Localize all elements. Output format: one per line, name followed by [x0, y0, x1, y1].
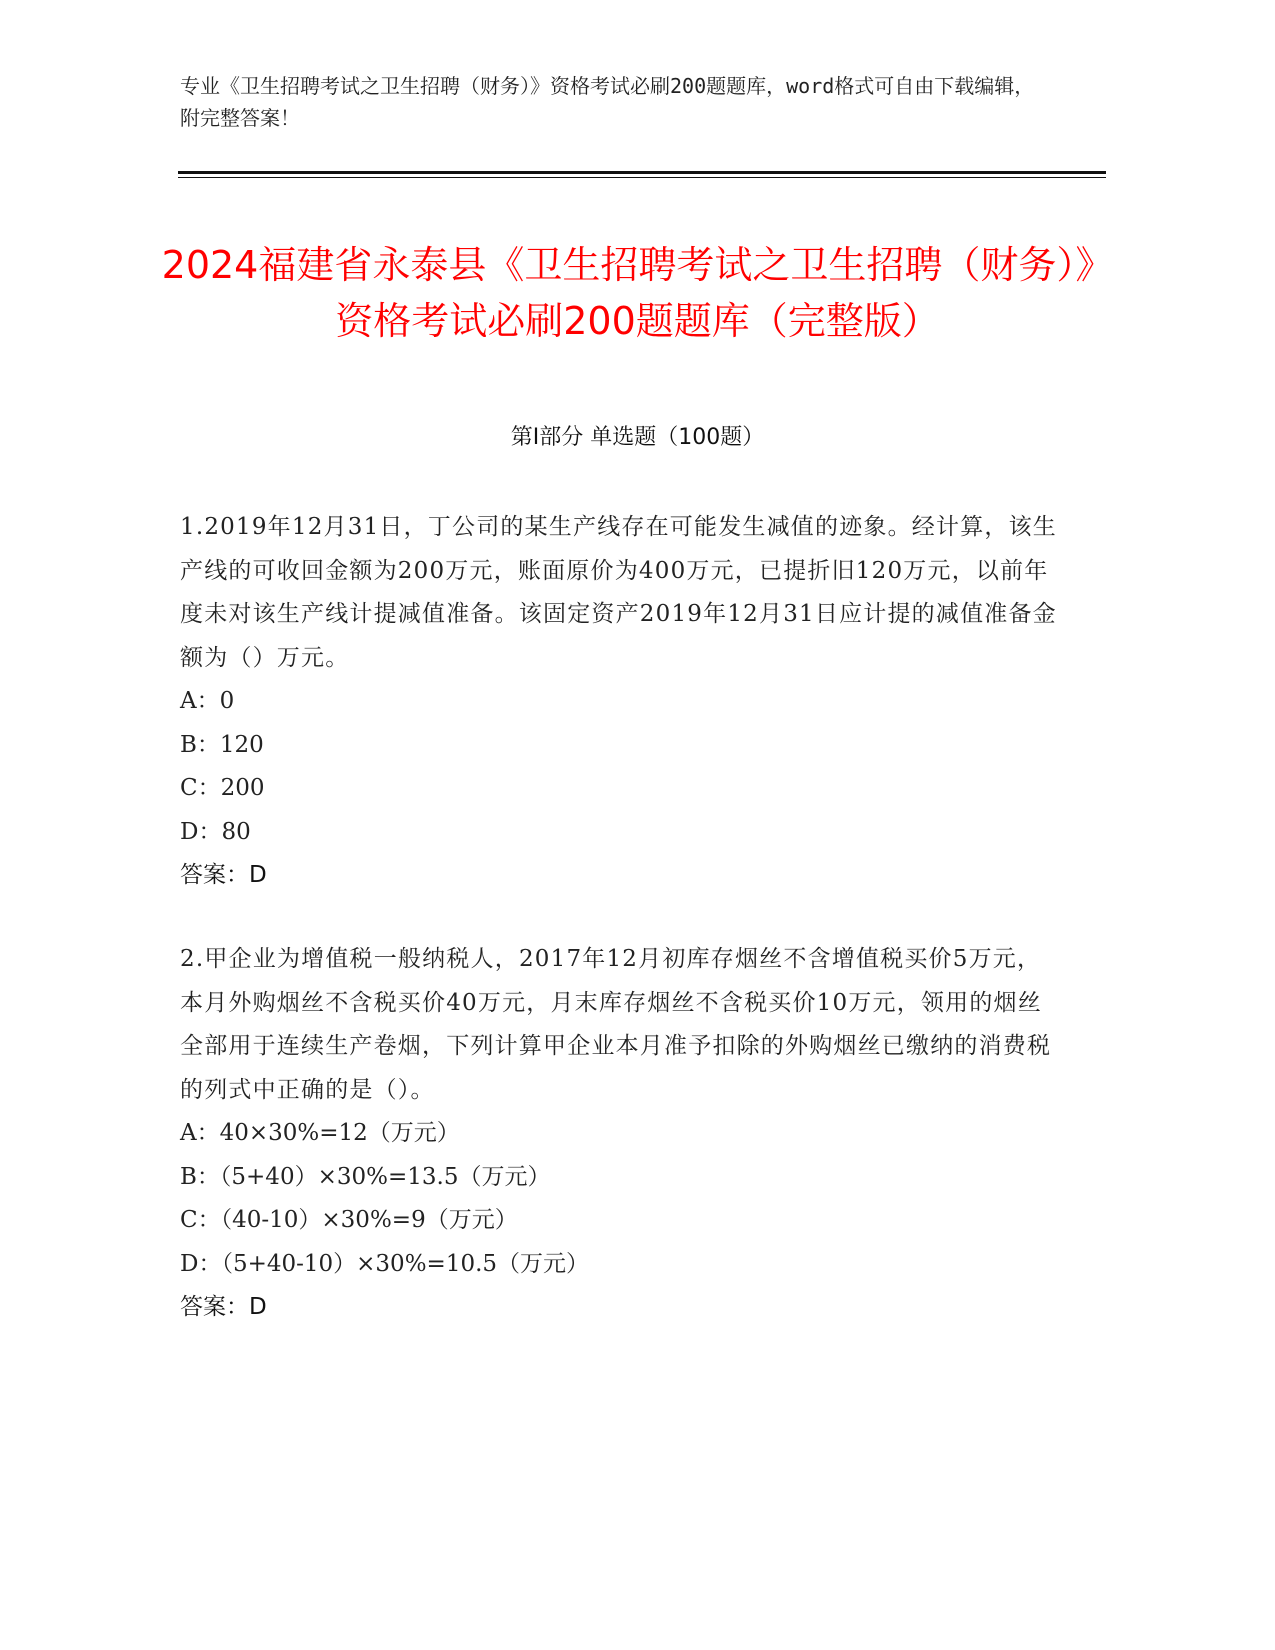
option-a: A：0	[180, 688, 235, 714]
option-b: B：120	[180, 731, 264, 758]
question-stem: 2.甲企业为增值税一般纳税人，2017年12月初库存烟丝不含增值税买价5万元，本月外购烟丝不含税买价40万元，月末库存烟丝不含税买价10万元，领用的烟丝全部用于连续生产卷烟，下列计算甲企业本月准予扣除的外购烟丝已缴纳的消费税的列式中正确的是（）。	[180, 946, 1052, 1103]
header-note: 专业《卫生招聘考试之卫生招聘（财务）》资格考试必刷200题题库，word格式可自由下载编辑，附完整答案！	[180, 74, 1035, 130]
answer: 答案：D	[180, 1294, 267, 1320]
document-title: 2024福建省永泰县《卫生招聘考试之卫生招聘（财务）》资格考试必刷200题题库（完整版）	[161, 243, 1114, 344]
question-2	[180, 938, 1060, 1330]
option-c: C：（40-10）×30%=9（万元）	[180, 1207, 518, 1233]
option-a: A：40×30%=12（万元）	[180, 1120, 460, 1146]
option-d: D：（5+40-10）×30%=10.5（万元）	[180, 1250, 590, 1277]
question-stem: 1.2019年12月31日，丁公司的某生产线存在可能发生减值的迹象。经计算，该生产线的可收回金额为200万元，账面原价为400万元，已提折旧120万元，以前年度未对该生产线计提减值准备。该固定资产2019年12月31日应计提的减值准备金额为（）万元。	[180, 514, 1058, 671]
section-title: 第Ⅰ部分 单选题（100题）	[510, 425, 765, 450]
option-c: C：200	[180, 775, 265, 801]
answer: 答案：D	[180, 862, 267, 888]
option-b: B：（5+40）×30%=13.5（万元）	[180, 1163, 551, 1190]
header-divider-thick	[178, 171, 1106, 174]
header-divider-thin	[178, 177, 1106, 178]
option-d: D：80	[180, 818, 251, 845]
question-1	[180, 506, 1060, 898]
